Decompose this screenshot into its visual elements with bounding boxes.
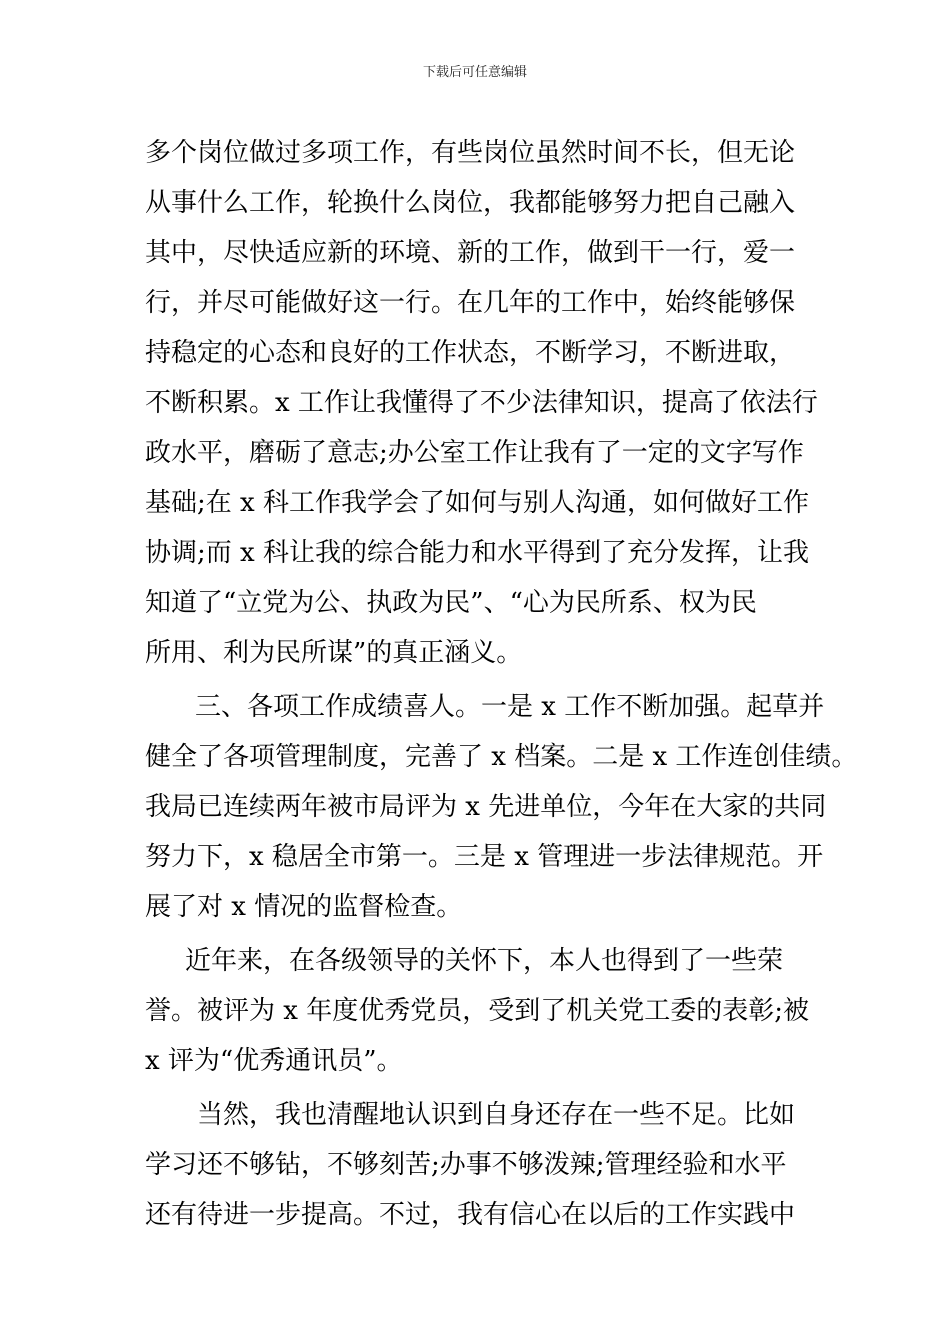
text-line: 当然，我也清醒地认识到自身还存在一些不足。比如 xyxy=(197,1100,796,1130)
text-line: 基础;在 x 科工作我学会了如何与别人沟通，如何做好工作 xyxy=(145,488,809,518)
text-line: 健全了各项管理制度，完善了 x 档案。二是 x 工作连创佳绩。 xyxy=(145,742,858,772)
text-line: 持稳定的心态和良好的工作状态，不断学习，不断进取， xyxy=(145,338,796,368)
text-line: 知道了“立党为公、执政为民”、“心为民所系、权为民 xyxy=(145,588,757,618)
paragraph-4 xyxy=(145,1090,815,1240)
text-line: 所用、利为民所谋”的真正涵义。 xyxy=(145,638,523,668)
text-line: 不断积累。x 工作让我懂得了不少法律知识，提高了依法行 xyxy=(145,388,818,418)
text-line: 协调;而 x 科让我的综合能力和水平得到了充分发挥，让我 xyxy=(145,538,809,568)
text-line: 努力下，x 稳居全市第一。三是 x 管理进一步法律规范。开 xyxy=(145,842,824,872)
text-line: 三、各项工作成绩喜人。一是 x 工作不断加强。起草并 xyxy=(195,692,825,722)
paragraph-3 xyxy=(145,936,815,1086)
text-line: x 评为“优秀通讯员”。 xyxy=(145,1046,403,1076)
text-line: 誉。被评为 x 年度优秀党员，受到了机关党工委的表彰;被 xyxy=(145,996,809,1026)
text-line: 近年来，在各级领导的关怀下，本人也得到了一些荣 xyxy=(185,946,784,976)
text-line: 政水平，磨砺了意志;办公室工作让我有了一定的文字写作 xyxy=(145,438,804,468)
text-line: 行，并尽可能做好这一行。在几年的工作中，始终能够保 xyxy=(145,288,796,318)
paragraph-1 xyxy=(145,128,818,678)
text-line: 从事什么工作，轮换什么岗位，我都能够努力把自己融入 xyxy=(145,188,796,218)
text-line: 还有待进一步提高。不过，我有信心在以后的工作实践中 xyxy=(145,1200,796,1230)
text-line: 我局已连续两年被市局评为 x 先进单位，今年在大家的共同 xyxy=(145,792,827,822)
document-body xyxy=(145,128,858,1240)
page-header: 下载后可任意编辑 xyxy=(422,65,527,80)
text-line: 其中，尽快适应新的环境、新的工作，做到干一行，爱一 xyxy=(145,238,796,268)
text-line: 多个岗位做过多项工作，有些岗位虽然时间不长，但无论 xyxy=(145,138,796,168)
text-line: 展了对 x 情况的监督检查。 xyxy=(145,892,463,922)
paragraph-2 xyxy=(145,682,858,932)
text-line: 学习还不够钻，不够刻苦;办事不够泼辣;管理经验和水平 xyxy=(145,1150,787,1180)
